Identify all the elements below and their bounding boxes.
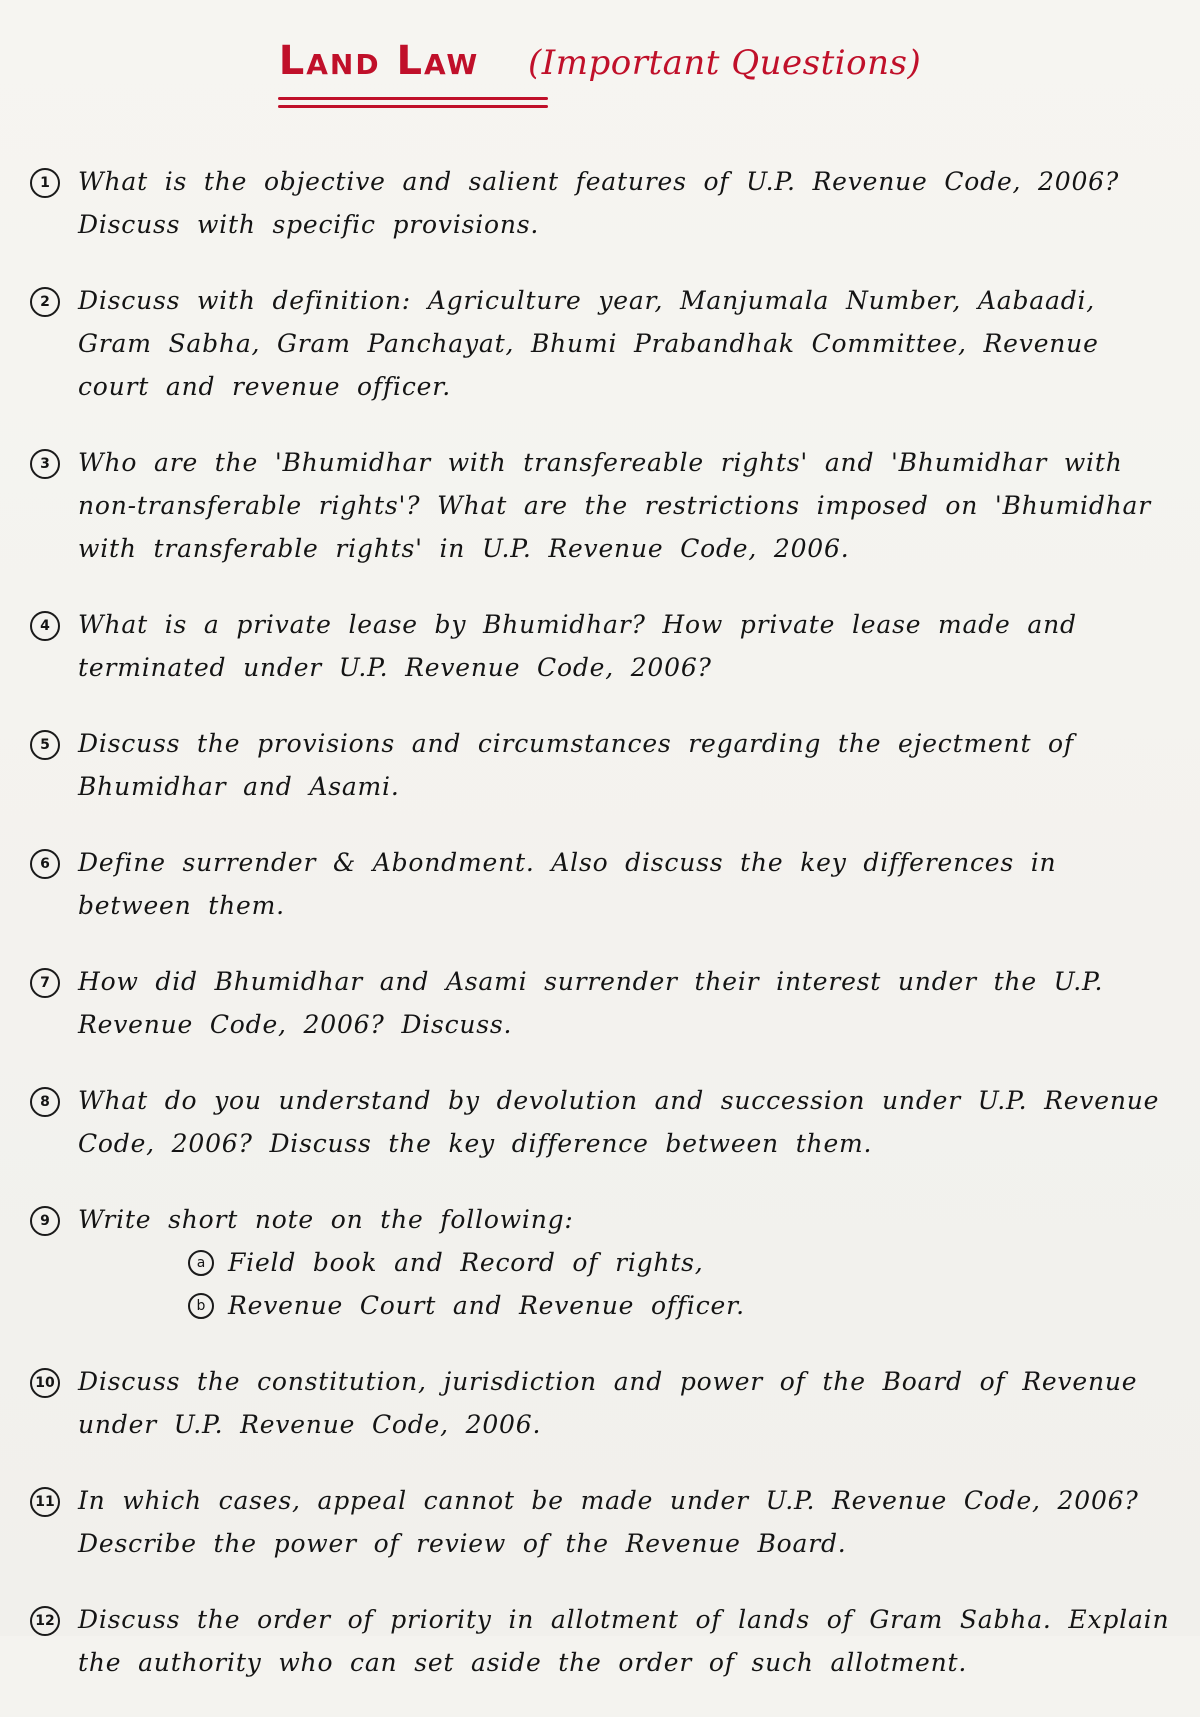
- sub-question-item: [188, 1284, 1174, 1327]
- question-number-badge: 9: [30, 1206, 60, 1236]
- question-text: Discuss the provisions and circumstances regarding the ejectment of Bhumidhar and Asami.: [78, 729, 1074, 801]
- question-number-badge: 1: [30, 168, 60, 198]
- question-item: [24, 1360, 1174, 1446]
- sub-question-text: Revenue Court and Revenue officer.: [228, 1291, 745, 1320]
- question-number-badge: 4: [30, 611, 60, 641]
- question-text: What is the objective and salient features of U.P. Revenue Code, 2006? Discuss with specific provisions.: [78, 167, 1120, 239]
- question-text: Discuss the order of priority in allotment of lands of Gram Sabha. Explain the authority who can set aside the order of such allotment.: [78, 1605, 1170, 1677]
- page-header: [0, 38, 1200, 94]
- question-number-badge: 3: [30, 449, 60, 479]
- question-item: [24, 1598, 1174, 1684]
- question-item: [24, 1479, 1174, 1565]
- question-text: Define surrender & Abondment. Also discuss the key differences in between them.: [78, 848, 1057, 920]
- question-number-badge: 8: [30, 1087, 60, 1117]
- question-item: [24, 603, 1174, 689]
- sub-question-text: Field book and Record of rights,: [228, 1248, 704, 1277]
- question-item: [24, 279, 1174, 408]
- sub-question-label: b: [188, 1293, 214, 1319]
- question-number-badge: 12: [30, 1606, 60, 1636]
- question-item: [24, 441, 1174, 570]
- question-list: [24, 160, 1174, 1717]
- question-text: Discuss the constitution, jurisdiction and power of the Board of Revenue under U.P. Revenue Code, 2006.: [78, 1367, 1138, 1439]
- question-text: Discuss with definition: Agriculture year, Manjumala Number, Aabaadi, Gram Sabha, Gram Panchayat, Bhumi Prabandhak Committee, Revenue court and revenue officer.: [78, 286, 1099, 401]
- question-number-badge: 2: [30, 287, 60, 317]
- page-title: [279, 38, 921, 94]
- question-text: In which cases, appeal cannot be made under U.P. Revenue Code, 2006? Describe the power of review of the Revenue Board.: [78, 1486, 1139, 1558]
- question-item: [24, 841, 1174, 927]
- title-underline-bottom: [278, 105, 548, 108]
- title-main: Land Law: [278, 38, 480, 84]
- question-item: [24, 960, 1174, 1046]
- title-subtitle: (Important Questions): [528, 43, 922, 83]
- question-number-badge: 10: [30, 1368, 60, 1398]
- sub-question-label: a: [188, 1250, 214, 1276]
- question-text: Write short note on the following:: [78, 1205, 574, 1234]
- question-number-badge: 6: [30, 849, 60, 879]
- question-text: How did Bhumidhar and Asami surrender their interest under the U.P. Revenue Code, 2006? Discuss.: [78, 967, 1104, 1039]
- question-item: [24, 1198, 1174, 1327]
- question-text: What is a private lease by Bhumidhar? How private lease made and terminated under U.P. Revenue Code, 2006?: [78, 610, 1077, 682]
- question-number-badge: 11: [30, 1487, 60, 1517]
- sub-question-item: [188, 1241, 1174, 1284]
- question-item: [24, 722, 1174, 808]
- question-text: Who are the 'Bhumidhar with transfereable rights' and 'Bhumidhar with non-transferable rights'? What are the restrictions imposed on 'Bhumidhar with transferable rights' in U.P. Revenue Code, 2006.: [78, 448, 1151, 563]
- question-item: [24, 1079, 1174, 1165]
- question-number-badge: 7: [30, 968, 60, 998]
- question-number-badge: 5: [30, 730, 60, 760]
- title-underline-top: [278, 97, 548, 100]
- question-item: [24, 160, 1174, 246]
- question-text: What do you understand by devolution and succession under U.P. Revenue Code, 2006? Discuss the key difference between them.: [78, 1086, 1160, 1158]
- sub-question-list: [78, 1241, 1174, 1327]
